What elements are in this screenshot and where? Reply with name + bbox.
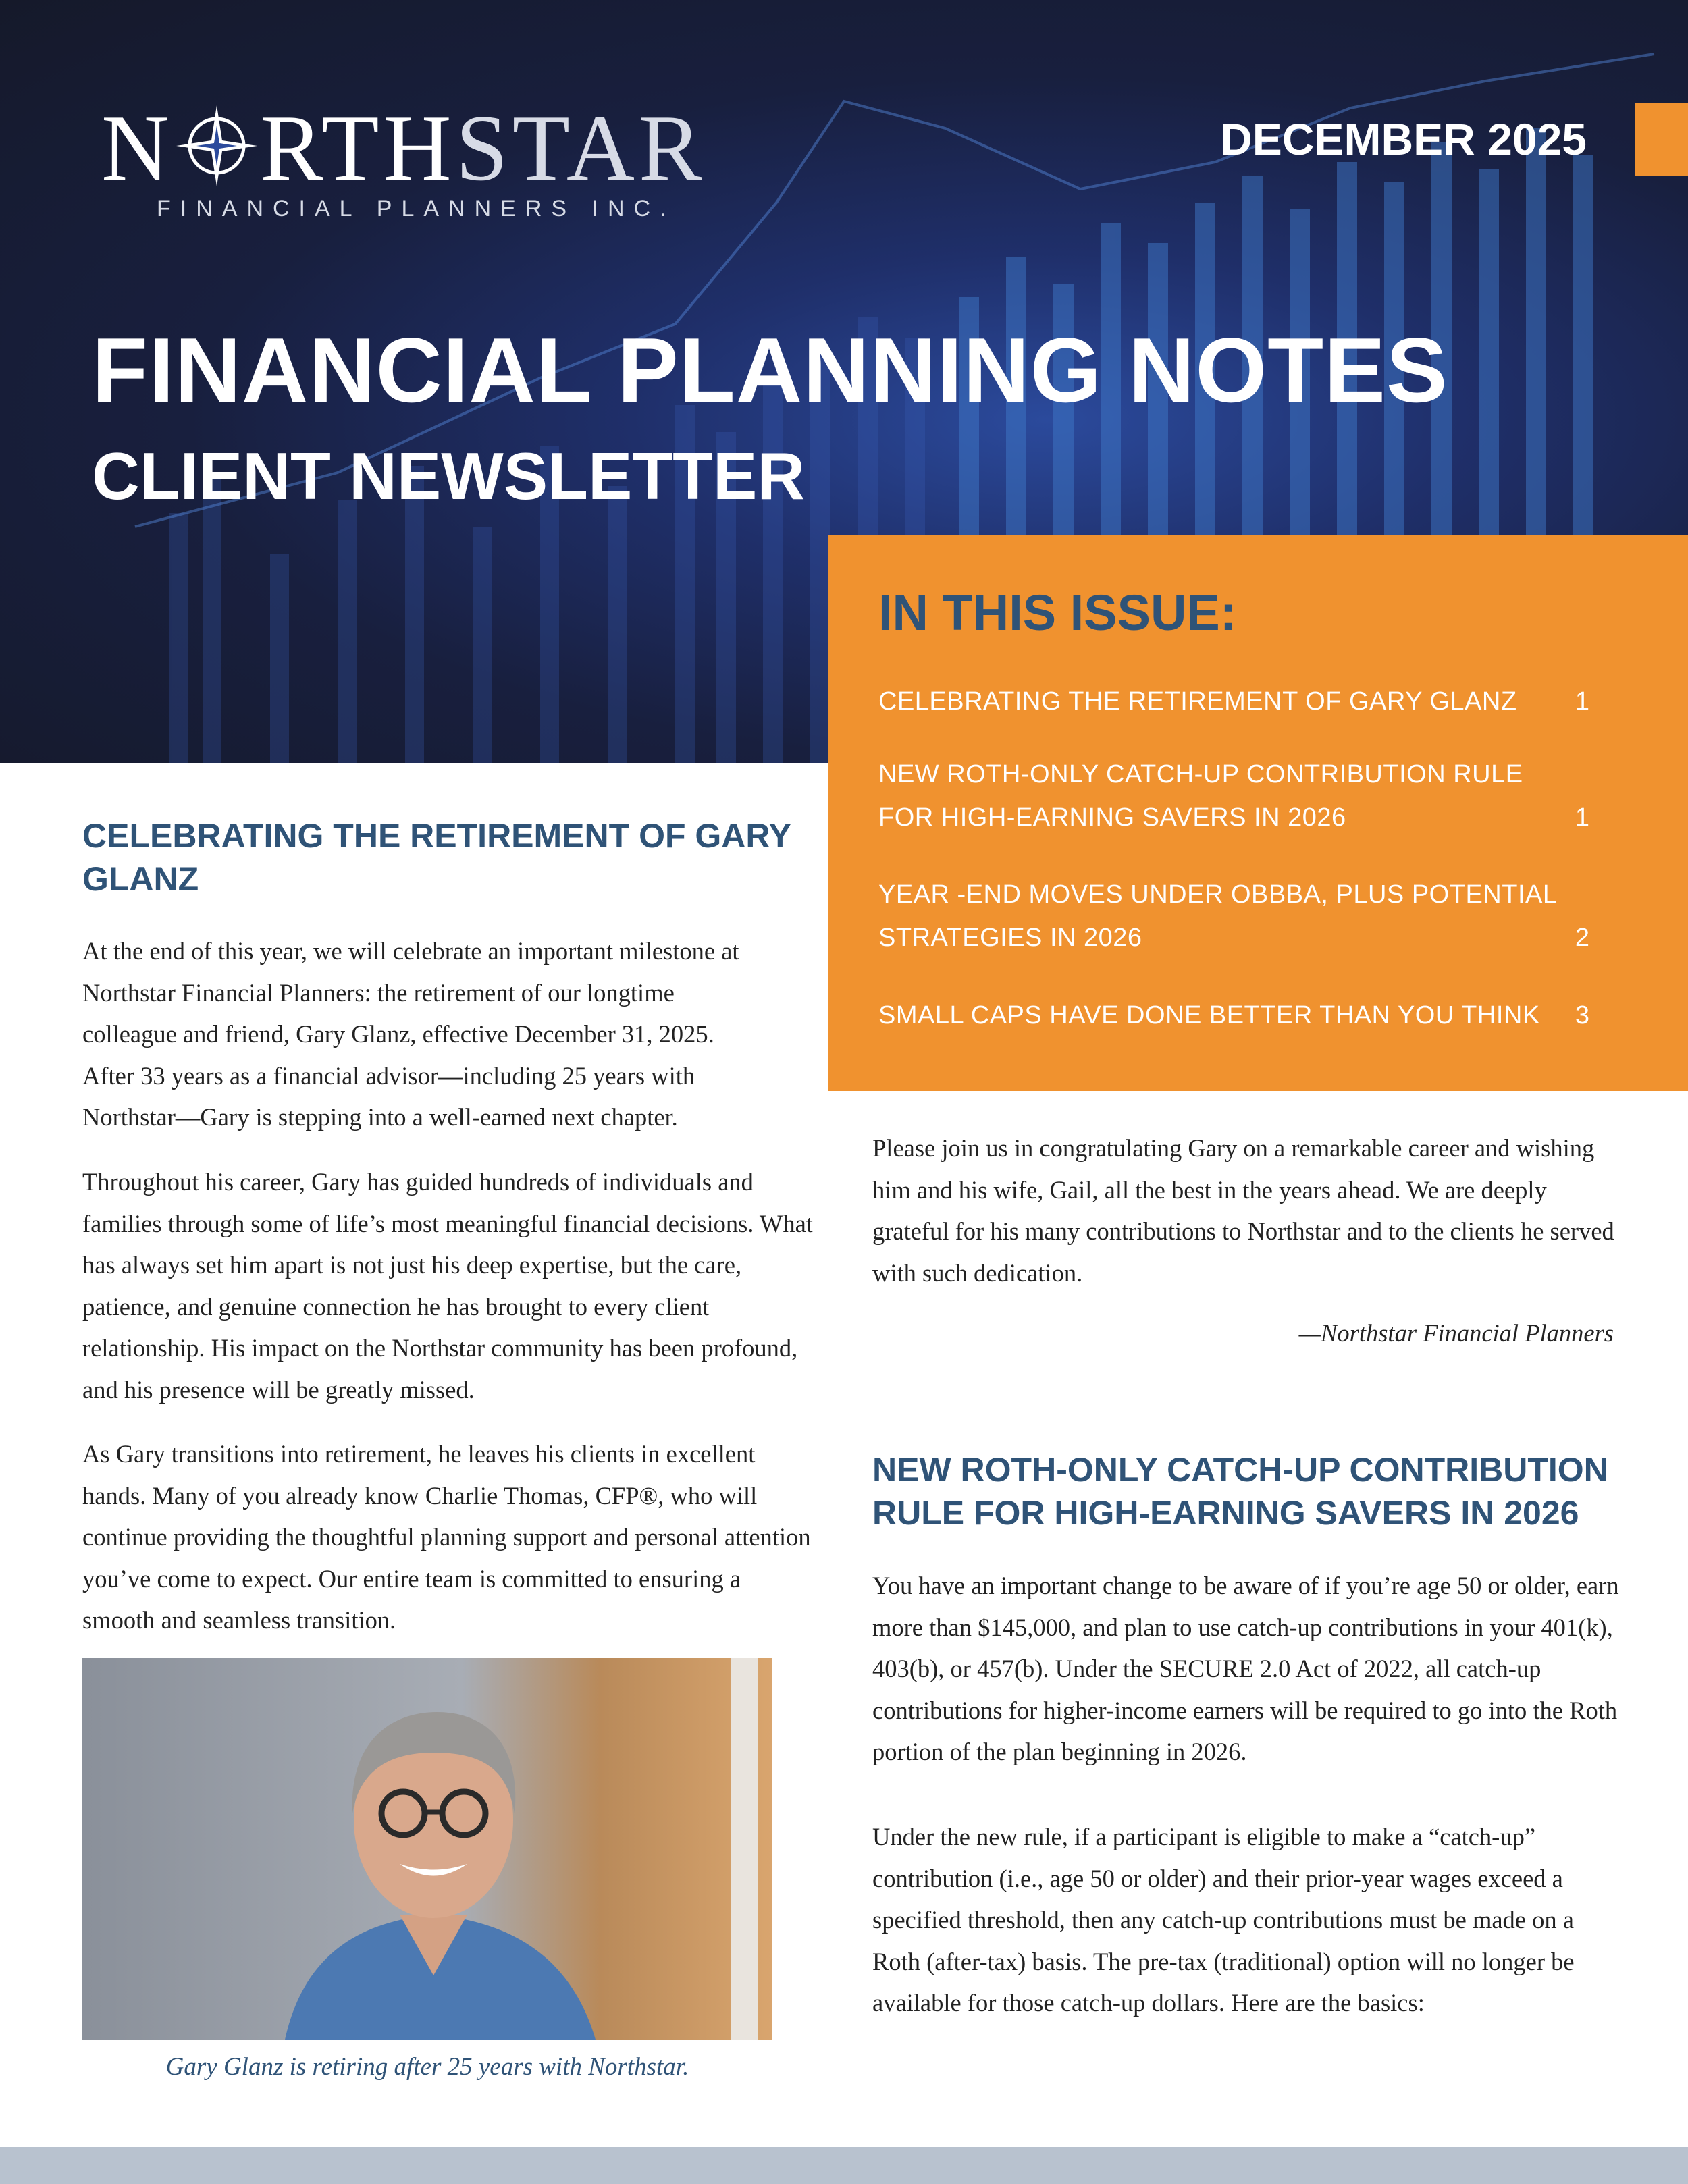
toc-item-2[interactable]: [878, 753, 1560, 839]
article-1-paragraph-3: As Gary transitions into retirement, he leaves his clients in excellent hands. Many of you already know Charlie Thomas, CFP®, who will continue providing the thoughtful planning support and personal attention you’ve come to expect. Our entire team is committed to ensuring a smooth and seamless transition.: [82, 1440, 811, 1634]
article-2-heading: NEW ROTH-ONLY CATCH-UP CONTRIBUTION RULE FOR HIGH-EARNING SAVERS IN 2026: [872, 1451, 1608, 1532]
logo-wordmark: [101, 96, 706, 201]
gary-glanz-photo: [82, 1658, 772, 2040]
toc-item-3-label-line1: YEAR -END MOVES UNDER OBBBA, PLUS POTENTIAL: [878, 880, 1558, 909]
toc-item-4-label: SMALL CAPS HAVE DONE BETTER THAN YOU THINK: [878, 1001, 1540, 1030]
toc-item-3[interactable]: [878, 873, 1560, 959]
logo-letters-rth: RTH: [260, 96, 456, 201]
toc-item-4[interactable]: [878, 994, 1560, 1037]
article-1-paragraph-2: Throughout his career, Gary has guided hundreds of individuals and families through some of life’s most meaningful financial decisions. What has always set him apart is not just his deep expertise, but the care, patience, and genuine connection he has brought to every client relationship. His impact on the Northstar community has been profound, and his presence will be greatly missed.: [82, 1168, 813, 1404]
article-1-signoff: —Northstar Financial Planners: [1298, 1319, 1614, 1347]
issue-date: DECEMBER 2025: [1220, 114, 1587, 164]
logo-subtitle: FINANCIAL PLANNERS INC.: [157, 196, 676, 221]
toc-item-2-label-line2: FOR HIGH-EARNING SAVERS IN 2026: [878, 803, 1346, 832]
portrait-illustration: [82, 1658, 772, 2040]
newsletter-title: FINANCIAL PLANNING NOTES: [92, 319, 1448, 421]
toc-item-1-label: CELEBRATING THE RETIREMENT OF GARY GLANZ: [878, 687, 1517, 716]
photo-caption: Gary Glanz is retiring after 25 years with Northstar.: [165, 2053, 689, 2081]
northstar-logo: [101, 96, 709, 230]
in-this-issue-box: [828, 535, 1688, 1091]
toc-item-1-page: 1: [1575, 687, 1589, 716]
toc-item-3-label-line2: STRATEGIES IN 2026: [878, 924, 1142, 952]
toc-item-1[interactable]: [878, 680, 1560, 723]
orange-accent-tab: [1635, 103, 1688, 176]
toc-item-2-page: 1: [1575, 803, 1589, 832]
newsletter-subtitle: CLIENT NEWSLETTER: [92, 439, 806, 513]
article-1-closing-paragraph: Please join us in congratulating Gary on a remarkable career and wishing him and his wife, Gail, all the best in the years ahead. We are deeply grateful for his many contributions to Northstar and to the clients he served with such dedication.: [872, 1134, 1614, 1287]
article-2-paragraph-1: You have an important change to be aware of if you’re age 50 or older, earn more than $145,000, and plan to use catch-up contributions in your 401(k), 403(b), or 457(b). Under the SECURE 2.0 Act of 2022, all catch-up contributions for higher-income earners will be required to go into the Roth portion of the plan beginning in 2026.: [872, 1572, 1619, 1765]
toc-item-4-page: 3: [1575, 1001, 1589, 1030]
article-2-paragraph-2: Under the new rule, if a participant is eligible to make a “catch-up” contribution (i.e., age 50 or older) and their prior-year wages exceed a specified threshold, then any catch-up contributions must be made on a Roth (after-tax) basis. The pre-tax (traditional) option will no longer be available for those catch-up dollars. Here are the basics:: [872, 1823, 1575, 2017]
footer-strip: [0, 2147, 1688, 2184]
article-1-heading: CELEBRATING THE RETIREMENT OF GARY GLANZ: [82, 817, 791, 898]
toc-title: IN THIS ISSUE:: [878, 585, 1237, 641]
toc-item-3-page: 2: [1575, 924, 1589, 952]
toc-item-2-label-line1: NEW ROTH-ONLY CATCH-UP CONTRIBUTION RULE: [878, 760, 1523, 789]
compass-star-icon: [176, 105, 257, 186]
logo-letter-n: N: [101, 96, 174, 201]
logo-letters-star: STAR: [455, 96, 706, 201]
article-1-paragraph-1: At the end of this year, we will celebrate an important milestone at Northstar Financial Planners: the retirement of our longtime colleague and friend, Gary Glanz, effective December 31, 2025. After 33 years as a financial advisor—including 25 years with Northstar—Gary is stepping into a well-earned next chapter.: [82, 937, 739, 1131]
